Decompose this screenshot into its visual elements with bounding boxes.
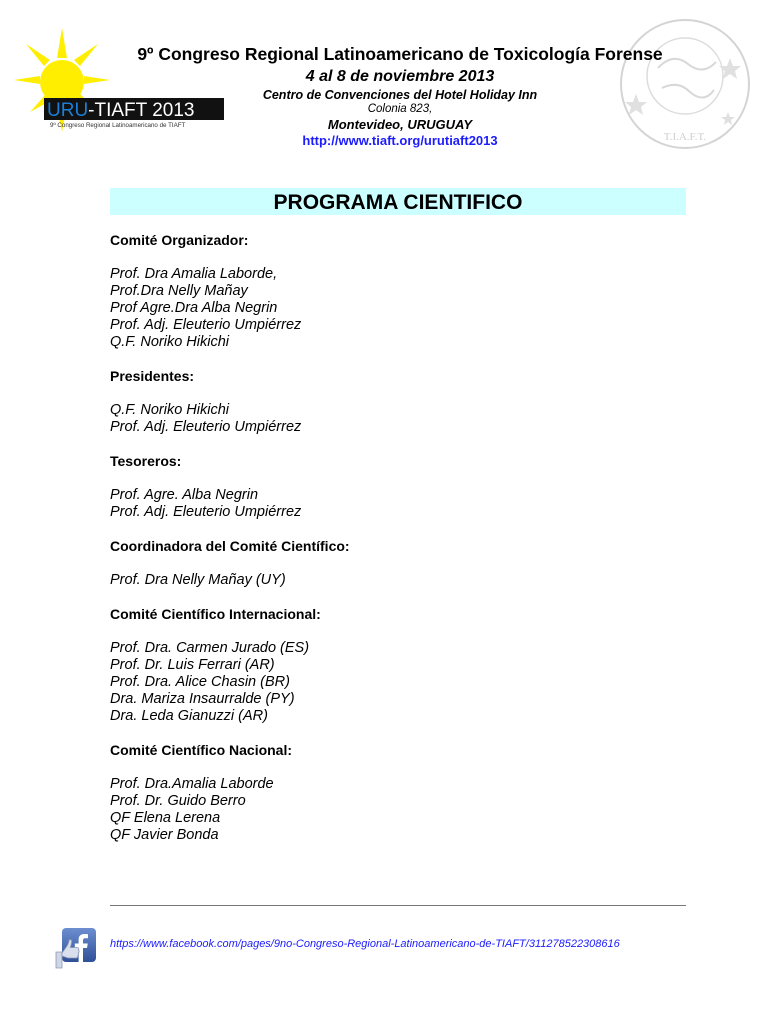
congress-website-link[interactable]: http://www.tiaft.org/urutiaft2013 xyxy=(302,133,498,148)
section-title: Comité Organizador: xyxy=(110,232,249,248)
congress-title: 9º Congreso Regional Latinoamericano de Toxicología Forense xyxy=(137,44,663,64)
footer-divider xyxy=(110,905,686,906)
section-comite-nacional xyxy=(110,742,686,844)
member-item: Dra. Mariza Insaurralde (PY) xyxy=(110,691,295,707)
member-item: Prof. Dra Amalia Laborde, xyxy=(110,266,278,282)
logo-subtitle: 9º Congreso Regional Latinoamericano de TIAFT xyxy=(50,122,186,129)
section-presidentes xyxy=(110,368,686,453)
logo-brand-tiaft: -TIAFT 2013 xyxy=(88,100,195,121)
committees-list xyxy=(110,232,686,844)
member-item: Dra. Leda Gianuzzi (AR) xyxy=(110,708,268,724)
member-item: Prof. Dr. Guido Berro xyxy=(110,793,246,809)
congress-city: Montevideo, URUGUAY xyxy=(327,117,473,132)
member-item: Prof Agre.Dra Alba Negrin xyxy=(110,300,278,316)
section-comite-organizador xyxy=(110,232,686,368)
section-title: Tesoreros: xyxy=(110,453,182,469)
member-item: QF Elena Lerena xyxy=(110,810,221,826)
section-title: Coordinadora del Comité Científico: xyxy=(110,538,350,554)
member-item: Prof. Adj. Eleuterio Umpiérrez xyxy=(110,317,302,333)
section-comite-internacional xyxy=(110,606,686,742)
section-tesoreros xyxy=(110,453,686,538)
member-item: Prof. Dra Nelly Mañay (UY) xyxy=(110,572,286,588)
facebook-page-link[interactable]: https://www.facebook.com/pages/9no-Congreso-Regional-Latinoamericano-de-TIAFT/311278522308616 xyxy=(110,938,620,950)
member-item: Q.F. Noriko Hikichi xyxy=(110,402,229,418)
member-item: Prof. Adj. Eleuterio Umpiérrez xyxy=(110,419,302,435)
section-title: Presidentes: xyxy=(110,368,195,384)
member-item: Q.F. Noriko Hikichi xyxy=(110,334,229,350)
section-title: Comité Científico Nacional: xyxy=(110,742,293,758)
member-item: Prof. Agre. Alba Negrin xyxy=(110,487,259,503)
member-item: Prof. Dra. Carmen Jurado (ES) xyxy=(110,640,310,656)
congress-street: Colonia 823, xyxy=(367,103,433,115)
member-item: QF Javier Bonda xyxy=(110,827,219,843)
seal-text: T.I.A.F.T. xyxy=(663,131,707,143)
member-item: Prof. Dra. Alice Chasin (BR) xyxy=(110,674,290,690)
congress-venue: Centro de Convenciones del Hotel Holiday Inn xyxy=(262,88,538,102)
facebook-like-icon[interactable] xyxy=(54,926,98,970)
member-item: Prof.Dra Nelly Mañay xyxy=(110,283,248,299)
member-item: Prof. Dra.Amalia Laborde xyxy=(110,776,274,792)
program-banner: PROGRAMA CIENTIFICO xyxy=(110,188,686,215)
logo-brand-uru: URU xyxy=(47,100,89,121)
congress-dates: 4 al 8 de noviembre 2013 xyxy=(305,68,495,85)
section-coordinadora xyxy=(110,538,686,606)
member-item: Prof. Adj. Eleuterio Umpiérrez xyxy=(110,504,302,520)
member-item: Prof. Dr. Luis Ferrari (AR) xyxy=(110,657,275,673)
section-title: Comité Científico Internacional: xyxy=(110,606,321,622)
